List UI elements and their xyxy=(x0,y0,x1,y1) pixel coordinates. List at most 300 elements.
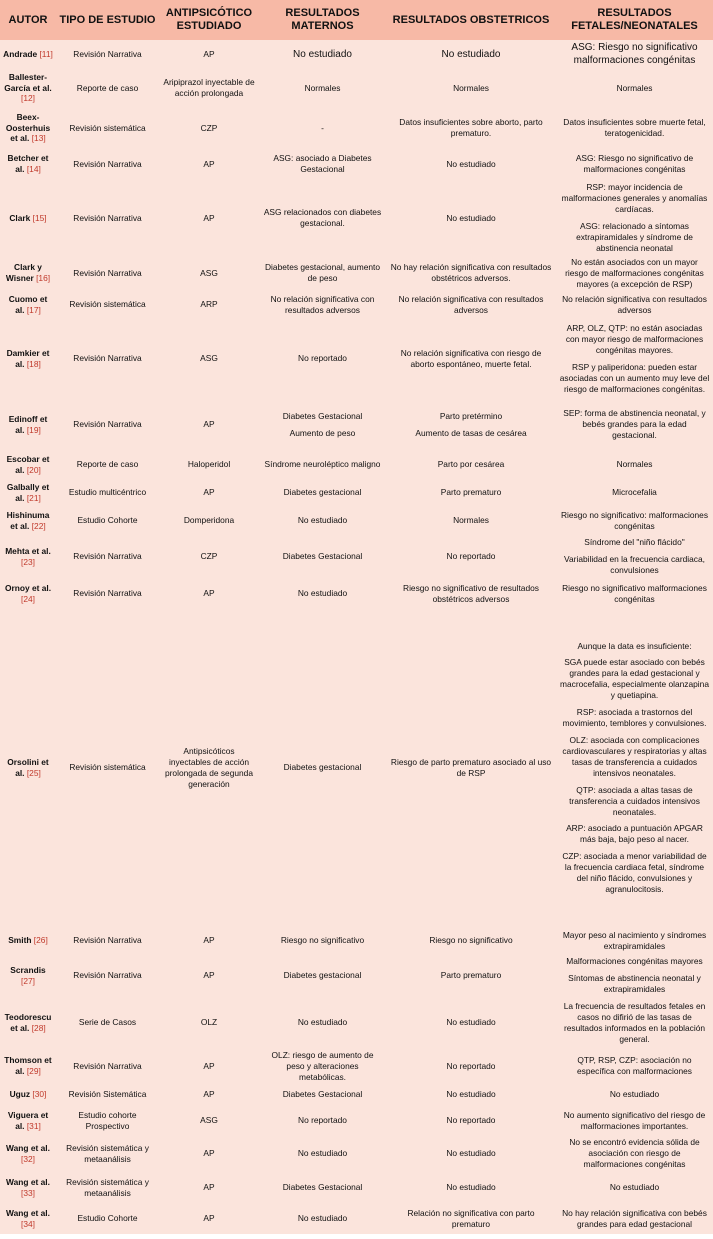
cell-resultados-obstetricos xyxy=(386,609,556,927)
reference-link[interactable]: [34] xyxy=(21,1218,35,1229)
author-name: Wang et al. xyxy=(6,1142,50,1153)
cell-antipsicotico: AP xyxy=(203,588,215,599)
cell-autor xyxy=(0,507,56,535)
cell-resultados-obstetricos xyxy=(386,1049,556,1084)
cell-resultados-maternos xyxy=(259,180,386,256)
reference-link[interactable]: [16] xyxy=(36,273,51,284)
reference-link[interactable]: [30] xyxy=(32,1089,47,1100)
cell-antipsicotico: AP xyxy=(203,48,215,59)
header-autor: AUTOR xyxy=(0,0,56,40)
cell-antipsicotico: Antipsicóticos inyectables de acción prolongada de segunda generación xyxy=(164,745,253,789)
cell-resultados-obstetricos xyxy=(386,997,556,1049)
cell-tipo-estudio: Revisión sistemática y metaanálisis xyxy=(66,1142,149,1164)
author-name: Mehta et al. xyxy=(5,545,51,556)
reference-link[interactable]: [29] xyxy=(26,1066,41,1077)
cell-tipo-estudio: Reporte de caso xyxy=(76,459,139,470)
cell-paragraph: Diabetes gestacional xyxy=(283,762,362,773)
cell-paragraph: No reportado xyxy=(446,551,496,562)
cell-resultados-obstetricos xyxy=(386,180,556,256)
cell-paragraph: No relación significativa con resultados adversos xyxy=(270,293,375,315)
cell-resultados-fetales xyxy=(556,507,713,535)
cell-paragraph: No estudiado xyxy=(446,158,496,169)
cell-resultados-obstetricos xyxy=(386,451,556,479)
cell-antipsicotico: AP xyxy=(203,1089,215,1100)
reference-link[interactable]: [28] xyxy=(31,1022,46,1033)
cell-autor xyxy=(0,108,56,148)
cell-paragraph: No estudiado xyxy=(297,588,348,599)
table-row xyxy=(0,1106,713,1136)
cell-paragraph: Parto prematuro xyxy=(440,487,502,498)
cell-resultados-maternos xyxy=(259,68,386,108)
cell-paragraph: Datos insuficientes sobre aborto, parto prematuro. xyxy=(399,117,543,138)
cell-autor xyxy=(0,40,56,68)
cell-resultados-maternos xyxy=(259,609,386,927)
cell-resultados-maternos xyxy=(259,507,386,535)
cell-resultados-fetales xyxy=(556,319,713,399)
author-name: Beex-Oosterhuis et al. xyxy=(5,111,51,144)
reference-link[interactable]: [33] xyxy=(21,1187,35,1198)
author-name: Ornoy et al. xyxy=(4,582,52,593)
reference-link[interactable]: [17] xyxy=(26,304,41,315)
cell-tipo-estudio: Revisión sistemática xyxy=(69,299,146,310)
cell-resultados-obstetricos xyxy=(386,291,556,319)
cell-paragraph: La frecuencia de resultados fetales en casos no difirió de las tasas de resultados informados en la población general. xyxy=(563,1000,706,1044)
cell-resultados-obstetricos xyxy=(386,399,556,451)
reference-link[interactable]: [13] xyxy=(31,133,46,144)
author-name: Hishinuma et al. xyxy=(6,509,50,531)
cell-resultados-obstetricos xyxy=(386,535,556,579)
cell-tipo-estudio: Estudio Cohorte xyxy=(77,515,138,526)
header-antipsicotico: ANTIPSICÓTICO ESTUDIADO xyxy=(159,0,259,40)
reference-link[interactable]: [32] xyxy=(21,1153,35,1164)
cell-paragraph: RSP: mayor incidencia de malformaciones generales y anomalías cardíacas. xyxy=(561,182,708,215)
cell-antipsicotico: Haloperidol xyxy=(187,459,231,470)
cell-paragraph: Normales xyxy=(453,82,489,93)
cell-paragraph: RSP: asociada a trastornos del movimiento, temblores y convulsiones. xyxy=(562,707,707,729)
table-row xyxy=(0,1136,713,1172)
cell-autor xyxy=(0,148,56,180)
cell-paragraph: - xyxy=(321,122,324,133)
author-name: Teodorescu et al. xyxy=(4,1011,52,1033)
cell-autor xyxy=(0,609,56,927)
cell-resultados-fetales xyxy=(556,479,713,507)
cell-resultados-obstetricos xyxy=(386,579,556,609)
cell-paragraph: Mayor peso al nacimiento y síndromes extrapiramidales xyxy=(562,929,707,951)
cell-paragraph: Diabetes Gestacional xyxy=(282,551,363,562)
reference-link[interactable]: [14] xyxy=(26,164,41,174)
table-row xyxy=(0,451,713,479)
cell-resultados-obstetricos xyxy=(386,108,556,148)
cell-antipsicotico: AP xyxy=(203,1060,215,1071)
cell-antipsicotico: AP xyxy=(203,487,215,498)
cell-paragraph: ASG: Riesgo no significativo malformaciones congénitas xyxy=(571,42,698,66)
cell-antipsicotico: ASG xyxy=(200,267,218,278)
cell-resultados-maternos xyxy=(259,399,386,451)
cell-antipsicotico: Domperidona xyxy=(183,515,235,526)
cell-paragraph: ASG: asociado a Diabetes Gestacional xyxy=(273,153,372,174)
cell-resultados-maternos xyxy=(259,148,386,180)
cell-paragraph: Aumento de peso xyxy=(289,427,356,438)
cell-tipo-estudio: Revisión Narrativa xyxy=(73,353,142,364)
reference-link[interactable]: [21] xyxy=(26,492,41,503)
cell-resultados-maternos xyxy=(259,1136,386,1172)
cell-paragraph: No relación significativa con riesgo de aborto espontáneo, muerte fetal. xyxy=(400,347,542,369)
cell-paragraph: Relación no significativa con parto prematuro xyxy=(407,1207,535,1229)
cell-resultados-obstetricos xyxy=(386,1084,556,1106)
cell-paragraph: QTP: asociada a altas tasas de transferencia a cuidados intensivos neonatales. xyxy=(569,784,700,817)
author-name: Orsolini et al. xyxy=(7,756,49,778)
cell-paragraph: Riesgo de parto prematuro asociado al uso de RSP xyxy=(390,756,552,778)
cell-resultados-obstetricos xyxy=(386,148,556,180)
cell-paragraph: No estudiado xyxy=(293,48,352,60)
author-name: Clark xyxy=(9,212,31,223)
cell-resultados-maternos xyxy=(259,579,386,609)
cell-autor xyxy=(0,479,56,507)
author-name: Edinoff et al. xyxy=(8,413,48,435)
cell-antipsicotico: AP xyxy=(203,158,215,169)
cell-resultados-maternos xyxy=(259,1172,386,1204)
cell-paragraph: OLZ: asociada con complicaciones cardiovasculares y respiratorias y altas tasas de transferencia a cuidados intensivos neonatales. xyxy=(562,735,707,778)
author-name: Wang et al. xyxy=(6,1207,50,1218)
table-row xyxy=(0,1084,713,1106)
author-name: Cuomo et al. xyxy=(8,293,48,315)
cell-resultados-fetales xyxy=(556,68,713,108)
table-row xyxy=(0,997,713,1049)
author-name: Damkier et al. xyxy=(6,347,50,369)
cell-resultados-fetales xyxy=(556,535,713,579)
cell-resultados-obstetricos xyxy=(386,1106,556,1136)
cell-resultados-fetales xyxy=(556,927,713,955)
cell-resultados-obstetricos xyxy=(386,479,556,507)
cell-paragraph: No relación significativa con resultados adversos xyxy=(398,293,544,315)
author-name: Smith xyxy=(8,935,32,946)
header-tipo-estudio: TIPO DE ESTUDIO xyxy=(56,0,159,40)
cell-paragraph: ASG: Riesgo no significativo de malformaciones congénitas xyxy=(575,153,694,174)
cell-paragraph: Síntomas de abstinencia neonatal y extrapiramidales xyxy=(568,973,701,995)
cell-paragraph: ASG relacionados con diabetes gestacional. xyxy=(263,207,382,228)
cell-autor xyxy=(0,1084,56,1106)
table-row xyxy=(0,40,713,68)
cell-paragraph: Parto pretérmino xyxy=(439,410,503,421)
cell-resultados-maternos xyxy=(259,997,386,1049)
cell-resultados-fetales xyxy=(556,180,713,256)
cell-paragraph: SEP: forma de abstinencia neonatal, y bebés grandes para la edad gestacional. xyxy=(563,408,706,441)
cell-paragraph: Riesgo no significativo de resultados obstétricos adversos xyxy=(403,582,539,604)
cell-resultados-obstetricos xyxy=(386,1204,556,1234)
table-row xyxy=(0,479,713,507)
cell-autor xyxy=(0,1049,56,1084)
cell-paragraph: No estudiado xyxy=(609,1182,660,1193)
author-name: Andrade xyxy=(3,48,38,59)
cell-resultados-obstetricos xyxy=(386,40,556,68)
cell-autor xyxy=(0,68,56,108)
header-resultados-obstetricos: RESULTADOS OBSTETRICOS xyxy=(386,0,556,40)
cell-resultados-fetales xyxy=(556,1204,713,1234)
cell-paragraph: No hay relación significativa con resultados obstétricos adversos. xyxy=(390,262,552,284)
cell-paragraph: Síndrome neuroléptico maligno xyxy=(264,459,381,470)
cell-resultados-obstetricos xyxy=(386,319,556,399)
cell-resultados-obstetricos xyxy=(386,955,556,997)
cell-paragraph: No reportado xyxy=(298,1115,347,1126)
cell-paragraph: Riesgo no significativo xyxy=(429,935,513,946)
reference-link[interactable]: [15] xyxy=(32,212,47,223)
cell-paragraph: Parto prematuro xyxy=(440,970,502,981)
author-name: Uguz xyxy=(9,1089,31,1100)
cell-autor xyxy=(0,997,56,1049)
cell-paragraph: No estudiado xyxy=(297,515,348,526)
cell-tipo-estudio: Revisión Narrativa xyxy=(73,551,142,562)
cell-paragraph: Normales xyxy=(616,82,653,93)
table-row xyxy=(0,955,713,997)
cell-paragraph: Síndrome del "niño flácido" xyxy=(584,537,685,548)
cell-autor xyxy=(0,451,56,479)
cell-resultados-maternos xyxy=(259,955,386,997)
cell-resultados-fetales xyxy=(556,108,713,148)
cell-resultados-obstetricos xyxy=(386,927,556,955)
cell-resultados-fetales xyxy=(556,256,713,291)
cell-resultados-obstetricos xyxy=(386,507,556,535)
table-row xyxy=(0,108,713,148)
reference-link[interactable]: [19] xyxy=(26,424,41,435)
cell-tipo-estudio: Reporte de caso xyxy=(76,82,139,93)
cell-autor xyxy=(0,1204,56,1234)
cell-autor xyxy=(0,1106,56,1136)
reference-link[interactable]: [23] xyxy=(21,556,35,567)
author-name: Ballester-García et al. xyxy=(4,71,52,93)
cell-paragraph: Normales xyxy=(304,82,341,93)
cell-resultados-maternos xyxy=(259,535,386,579)
author-name: Wang et al. xyxy=(6,1176,50,1187)
cell-paragraph: OLZ: riesgo de aumento de peso y alteraciones metabólicas. xyxy=(271,1049,374,1082)
header-resultados-maternos: RESULTADOS MATERNOS xyxy=(259,0,386,40)
cell-paragraph: Diabetes Gestacional xyxy=(282,1089,363,1100)
reference-link[interactable]: [22] xyxy=(31,520,46,531)
cell-resultados-maternos xyxy=(259,479,386,507)
cell-autor xyxy=(0,535,56,579)
cell-autor xyxy=(0,399,56,451)
cell-tipo-estudio: Revisión Narrativa xyxy=(73,158,142,169)
cell-paragraph: ARP: asociado a puntuación APGAR más baja, bajo peso al nacer. xyxy=(566,823,703,845)
table-row xyxy=(0,1049,713,1084)
author-name: Scrandis xyxy=(10,964,46,975)
cell-tipo-estudio: Serie de Casos xyxy=(78,1017,137,1028)
cell-paragraph: No estudiado xyxy=(446,1017,496,1028)
cell-resultados-fetales xyxy=(556,609,713,927)
cell-resultados-maternos xyxy=(259,1204,386,1234)
cell-paragraph: ARP, OLZ, QTP: no están asociadas con mayor riesgo de malformaciones congénitas mayores. xyxy=(565,323,704,355)
cell-tipo-estudio: Revisión Sistemática xyxy=(68,1089,147,1100)
cell-paragraph: RSP y paliperidona: pueden estar asociadas con un aumento muy leve del riesgo de malformaciones congénitas. xyxy=(559,361,710,394)
cell-antipsicotico: AP xyxy=(203,419,215,430)
cell-autor xyxy=(0,1172,56,1204)
cell-resultados-maternos xyxy=(259,291,386,319)
cell-resultados-obstetricos xyxy=(386,256,556,291)
cell-paragraph: Diabetes gestacional xyxy=(283,487,362,498)
table-row xyxy=(0,927,713,955)
cell-paragraph: No estudiado xyxy=(446,1089,496,1100)
cell-resultados-fetales xyxy=(556,1106,713,1136)
cell-paragraph: No estudiado xyxy=(441,48,501,60)
cell-resultados-fetales xyxy=(556,997,713,1049)
cell-autor xyxy=(0,291,56,319)
cell-antipsicotico: AP xyxy=(203,212,215,223)
cell-tipo-estudio: Revisión sistemática y metaanálisis xyxy=(66,1176,149,1198)
cell-paragraph: Normales xyxy=(616,459,653,470)
cell-resultados-maternos xyxy=(259,40,386,68)
table-row xyxy=(0,291,713,319)
cell-autor xyxy=(0,955,56,997)
author-name: Thomson et al. xyxy=(4,1055,52,1077)
cell-resultados-fetales xyxy=(556,1049,713,1084)
table-row xyxy=(0,319,713,399)
author-name: Viguera et al. xyxy=(7,1109,49,1131)
table-row xyxy=(0,609,713,927)
reference-link[interactable]: [18] xyxy=(26,358,41,369)
cell-paragraph: Aunque la data es insuficiente: xyxy=(577,640,692,651)
cell-resultados-maternos xyxy=(259,451,386,479)
reference-link[interactable]: [12] xyxy=(21,93,35,104)
reference-link[interactable]: [26] xyxy=(33,935,48,946)
cell-resultados-fetales xyxy=(556,291,713,319)
cell-paragraph: No estudiado xyxy=(446,212,496,223)
cell-resultados-maternos xyxy=(259,927,386,955)
cell-paragraph: Diabetes Gestacional xyxy=(282,1182,363,1193)
author-name: Escobar et al. xyxy=(6,453,50,475)
cell-autor xyxy=(0,579,56,609)
table-row xyxy=(0,1172,713,1204)
cell-paragraph: No están asociados con un mayor riesgo de malformaciones congénitas mayores (a excepción de RSP) xyxy=(565,257,704,289)
cell-antipsicotico: AP xyxy=(203,1148,215,1159)
cell-paragraph: QTP, RSP, CZP: asociación no específica con malformaciones xyxy=(577,1055,692,1077)
cell-autor xyxy=(0,1136,56,1172)
cell-paragraph: Diabetes gestacional xyxy=(283,970,362,981)
cell-tipo-estudio: Revisión Narrativa xyxy=(73,970,142,981)
cell-paragraph: Normales xyxy=(453,515,489,526)
cell-antipsicotico: AP xyxy=(203,935,215,946)
cell-paragraph: No reportado xyxy=(446,1060,496,1071)
cell-paragraph: Malformaciones congénitas mayores xyxy=(566,956,703,967)
cell-antipsicotico: ASG xyxy=(200,1115,218,1126)
cell-paragraph: No estudiado xyxy=(297,1148,348,1159)
cell-resultados-fetales xyxy=(556,451,713,479)
cell-resultados-fetales xyxy=(556,1084,713,1106)
cell-antipsicotico: CZP xyxy=(200,551,218,562)
cell-paragraph: No se encontró evidencia sólida de asociación con riesgo de malformaciones congénitas xyxy=(569,1137,700,1169)
cell-paragraph: Variabilidad en la frecuencia cardiaca, convulsiones xyxy=(564,554,705,576)
cell-paragraph: No reportado xyxy=(446,1115,496,1126)
cell-resultados-maternos xyxy=(259,108,386,148)
cell-resultados-maternos xyxy=(259,1106,386,1136)
reference-link[interactable]: [24] xyxy=(21,593,35,604)
reference-link[interactable]: [27] xyxy=(21,975,35,986)
cell-resultados-fetales xyxy=(556,40,713,68)
cell-paragraph: No reportado xyxy=(298,353,347,364)
cell-tipo-estudio: Revisión sistemática xyxy=(69,762,146,773)
cell-paragraph: No aumento significativo del riesgo de malformaciones importantes. xyxy=(563,1109,706,1131)
cell-paragraph: Parto por cesárea xyxy=(437,459,505,470)
cell-autor xyxy=(0,319,56,399)
cell-tipo-estudio: Revisión Narrativa xyxy=(73,588,142,599)
cell-antipsicotico: OLZ xyxy=(200,1017,218,1028)
cell-paragraph: Diabetes Gestacional xyxy=(282,410,363,421)
cell-resultados-maternos xyxy=(259,319,386,399)
cell-paragraph: No estudiado xyxy=(446,1182,496,1193)
cell-paragraph: No estudiado xyxy=(297,1017,348,1028)
cell-paragraph: Riesgo no significativo malformaciones congénitas xyxy=(562,582,707,604)
reference-link[interactable]: [20] xyxy=(26,464,41,475)
cell-resultados-maternos xyxy=(259,1084,386,1106)
cell-autor xyxy=(0,256,56,291)
cell-paragraph: No estudiado xyxy=(297,1213,348,1224)
cell-paragraph: Diabetes gestacional, aumento de peso xyxy=(265,262,380,284)
author-name: Clark y Wisner xyxy=(5,262,42,284)
cell-tipo-estudio: Revisión Narrativa xyxy=(73,48,142,59)
cell-paragraph: SGA puede estar asociado con bebés grandes para la edad gestacional y macrocefalia, especialmente olanzapina y quetiapina. xyxy=(560,657,709,701)
cell-resultados-maternos xyxy=(259,1049,386,1084)
cell-resultados-fetales xyxy=(556,579,713,609)
cell-resultados-fetales xyxy=(556,955,713,997)
reference-link[interactable]: [25] xyxy=(26,767,41,778)
cell-paragraph: Aumento de tasas de cesárea xyxy=(415,427,527,438)
table-row xyxy=(0,1204,713,1234)
cell-tipo-estudio: Estudio Cohorte xyxy=(77,1213,138,1224)
cell-antipsicotico: Aripiprazol inyectable de acción prolongada xyxy=(163,77,255,98)
table-row xyxy=(0,180,713,256)
cell-antipsicotico: AP xyxy=(203,970,215,981)
cell-autor xyxy=(0,180,56,256)
cell-paragraph: ASG: relacionado a síntomas extrapiramidales y síndrome de abstinencia neonatal xyxy=(576,221,693,253)
cell-resultados-fetales xyxy=(556,148,713,180)
cell-antipsicotico: ARP xyxy=(200,299,218,310)
cell-antipsicotico: AP xyxy=(203,1182,215,1193)
cell-tipo-estudio: Revisión Narrativa xyxy=(73,1060,142,1071)
header-resultados-fetales: RESULTADOS FETALES/NEONATALES xyxy=(556,0,713,40)
cell-tipo-estudio: Revisión Narrativa xyxy=(73,935,142,946)
cell-paragraph: No estudiado xyxy=(609,1089,660,1100)
cell-tipo-estudio: Estudio cohorte Prospectivo xyxy=(78,1109,137,1131)
reference-link[interactable]: [11] xyxy=(39,48,53,59)
cell-paragraph: No hay relación significativa con bebés grandes para edad gestacional xyxy=(562,1207,707,1229)
cell-resultados-obstetricos xyxy=(386,1136,556,1172)
cell-resultados-fetales xyxy=(556,399,713,451)
cell-paragraph: Microcefalia xyxy=(612,487,657,498)
cell-tipo-estudio: Revisión Narrativa xyxy=(73,212,142,223)
cell-paragraph: Riesgo no significativo xyxy=(280,935,365,946)
table-row xyxy=(0,148,713,180)
cell-tipo-estudio: Revisión sistemática xyxy=(69,122,146,133)
cell-paragraph: Datos insuficientes sobre muerte fetal, teratogenicidad. xyxy=(563,117,706,138)
table-row xyxy=(0,68,713,108)
author-name: Galbally et al. xyxy=(6,481,50,503)
table-body xyxy=(0,40,713,1234)
reference-link[interactable]: [31] xyxy=(26,1120,41,1131)
cell-resultados-maternos xyxy=(259,256,386,291)
cell-antipsicotico: CZP xyxy=(200,122,218,133)
cell-autor xyxy=(0,927,56,955)
cell-tipo-estudio: Revisión Narrativa xyxy=(73,267,142,278)
cell-resultados-fetales xyxy=(556,1172,713,1204)
cell-resultados-obstetricos xyxy=(386,1172,556,1204)
cell-antipsicotico: AP xyxy=(203,1213,215,1224)
cell-tipo-estudio: Revisión Narrativa xyxy=(73,419,142,430)
table-row xyxy=(0,256,713,291)
author-name: Betcher et al. xyxy=(7,153,49,174)
cell-paragraph: CZP: asociada a menor variabilidad de la frecuencia cardiaca fetal, síndrome del niño flácido, convulsiones y agranulocitosis. xyxy=(562,851,707,895)
cell-antipsicotico: ASG xyxy=(200,353,218,364)
cell-paragraph: No estudiado xyxy=(446,1148,496,1159)
cell-resultados-fetales xyxy=(556,1136,713,1172)
cell-paragraph: Riesgo no significativo: malformaciones congénitas xyxy=(560,509,709,531)
